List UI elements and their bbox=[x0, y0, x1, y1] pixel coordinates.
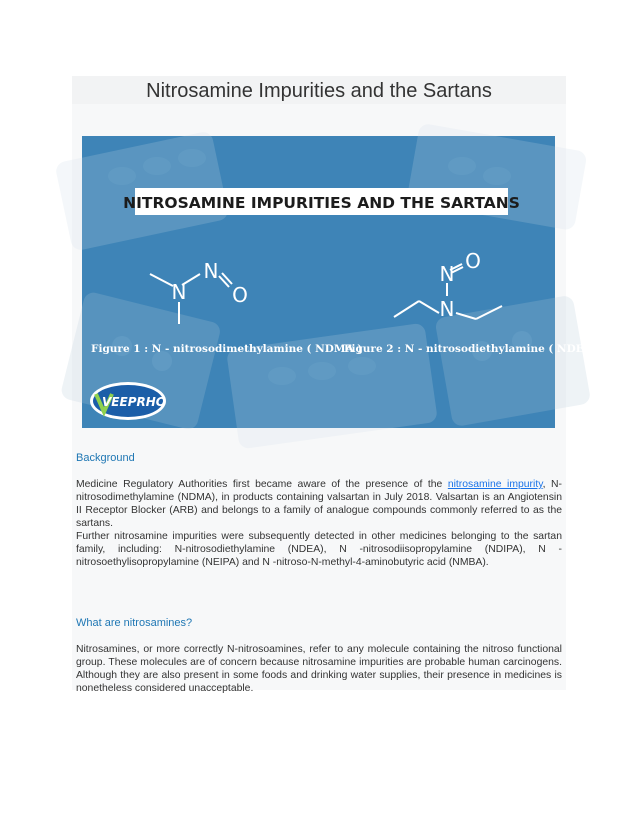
logo-text: VEEPRHO bbox=[102, 395, 166, 409]
title-bar bbox=[72, 76, 566, 104]
ndma-nitrogen-1: N bbox=[171, 280, 187, 304]
ndma-nitrogen-2: N bbox=[203, 259, 219, 283]
figure2-caption: Figure 2 : N - nitrosodiethylamine ( NDEA ) bbox=[344, 343, 601, 355]
figure1-caption: Figure 1 : N - nitrosodimethylamine ( NDMA ) bbox=[91, 343, 363, 355]
ndea-nitrogen-2: N bbox=[439, 297, 455, 321]
what-are-heading: What are nitrosamines? bbox=[76, 617, 193, 629]
what-are-paragraph: Nitrosamines, or more correctly N-nitrosoamines, refer to any molecule containing the nitroso functional group. These molecules are of concern because nitrosamine impurities are probable human carcinogens. Although they are also present in some foods and drinking water supplies, their presence in medicines is nonetheless considered unacceptable. bbox=[76, 644, 562, 694]
background-heading: Background bbox=[76, 452, 135, 464]
background-p1-end: , N-nitrosodimethylamine (NDMA), in products containing valsartan in July 2018. Valsartan is an Angiotensin II Receptor Blocker (ARB) and belongs to a family of analogue compounds commonly referred to as the sartans. bbox=[76, 479, 562, 529]
background-p1-start: Medicine Regulatory Authorities first became aware of the presence of the bbox=[76, 479, 448, 490]
nitrosamine-impurity-link[interactable]: nitrosamine impurity bbox=[447, 479, 543, 490]
ndma-oxygen: O bbox=[232, 283, 248, 307]
ndea-nitrogen-1: N bbox=[439, 262, 455, 286]
what-are-section bbox=[76, 617, 562, 695]
background-section bbox=[76, 452, 562, 569]
banner-image bbox=[82, 136, 601, 428]
page-title: Nitrosamine Impurities and the Sartans bbox=[146, 80, 492, 102]
background-paragraph-1 bbox=[76, 478, 562, 530]
veeprho-logo bbox=[90, 382, 166, 420]
banner-headline: NITROSAMINE IMPURITIES AND THE SARTANS bbox=[123, 194, 520, 212]
background-paragraph-2: Further nitrosamine impurities were subsequently detected in other medicines belonging to the sartan family, including: N-nitrosodiethylamine (NDEA), N -nitrosodiisopropylamine (NDIPA), N -nitrosoethylisopropylamine (NEIPA) and N -nitroso-N-methyl-4-aminobutyric acid (NMBA). bbox=[76, 531, 562, 568]
ndea-oxygen: O bbox=[465, 249, 481, 273]
